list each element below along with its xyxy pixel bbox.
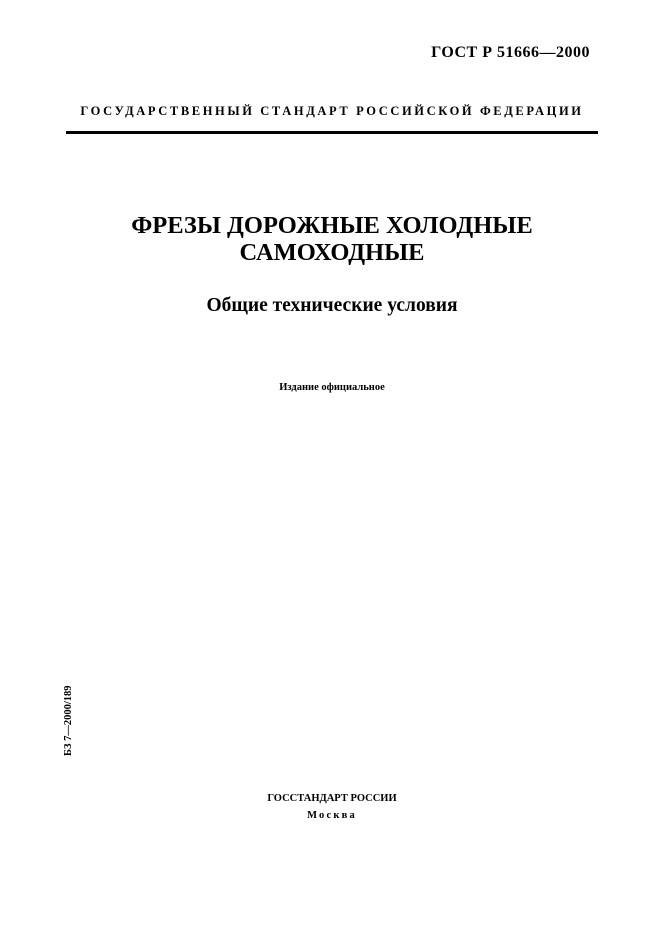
catalog-code: БЗ 7—2000/189 (63, 685, 74, 756)
document-title (66, 212, 598, 266)
edition-note: Издание официальное (279, 382, 385, 393)
publication-city: Москва (307, 810, 357, 821)
document-title-line-2: САМОХОДНЫЕ (239, 239, 425, 266)
document-title-line-1: ФРЕЗЫ ДОРОЖНЫЕ ХОЛОДНЫЕ (131, 212, 533, 239)
document-subtitle: Общие технические условия (206, 295, 458, 316)
header-divider (66, 131, 598, 134)
gost-number: ГОСТ Р 51666—2000 (431, 44, 590, 61)
state-standard-heading: ГОСУДАРСТВЕННЫЙ СТАНДАРТ РОССИЙСКОЙ ФЕДЕРАЦИИ (80, 104, 584, 118)
publisher: ГОССТАНДАРТ РОССИИ (267, 793, 397, 804)
